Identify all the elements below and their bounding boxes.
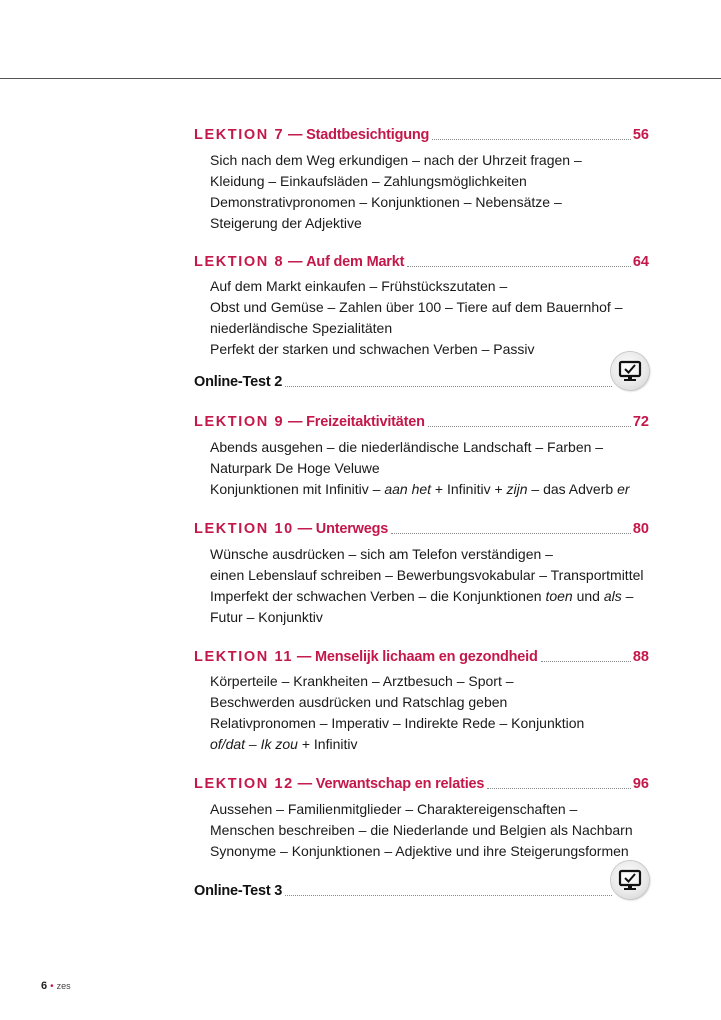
lesson-title: Verwantschap en relaties: [315, 776, 485, 792]
topic-line: [210, 586, 650, 607]
lesson-label: LEKTION 7: [194, 127, 285, 143]
page-number: 96: [632, 776, 649, 792]
toc-entry-lektion-9[interactable]: [194, 411, 649, 431]
text-segment: + Infinitiv: [297, 736, 358, 752]
topic-line: Sich nach dem Weg erkundigen – nach der Uhrzeit fragen –: [210, 152, 582, 168]
topic-line: Obst und Gemüse – Zahlen über 100 – Tiere auf dem Bauernhof –: [210, 299, 623, 315]
dash: —: [296, 649, 312, 665]
monitor-icon: [617, 358, 643, 384]
text-segment: Imperfekt der schwachen Verben – die Konjunktionen: [210, 588, 546, 604]
page-footer: [41, 980, 71, 992]
page-number: 56: [632, 127, 649, 143]
italic-term: er: [617, 481, 630, 497]
topic-line: Wünsche ausdrücken – sich am Telefon verständigen –: [210, 546, 553, 562]
lesson-title: Unterwegs: [315, 521, 389, 537]
italic-term: aan het: [384, 481, 432, 497]
text-segment: – das Adverb: [527, 481, 618, 497]
topic-line: Synonyme – Konjunktionen – Adjektive und ihre Steigerungsformen: [210, 843, 629, 859]
lesson-title: Menselijk lichaam en gezondheid: [315, 649, 538, 665]
dash: —: [287, 254, 303, 270]
lesson-topics: [210, 437, 650, 500]
leader-dots: [407, 265, 631, 267]
topic-line: Futur – Konjunktiv: [210, 609, 323, 625]
lesson-topics: [210, 799, 650, 862]
text-segment: + Infinitiv +: [431, 481, 507, 497]
topic-line: Aussehen – Familienmitglieder – Charaktereigenschaften –: [210, 801, 578, 817]
computer-checkmark-icon[interactable]: [611, 352, 649, 390]
topic-line: Demonstrativpronomen – Konjunktionen – Nebensätze –: [210, 194, 562, 210]
lesson-title: Stadtbesichtigung: [306, 127, 430, 143]
dash: —: [287, 414, 303, 430]
online-test-label: Online-Test 2: [194, 374, 283, 390]
computer-checkmark-icon[interactable]: [611, 861, 649, 899]
monitor-icon: [617, 867, 643, 893]
toc-entry-lektion-11[interactable]: [194, 646, 649, 666]
footer-bullet: •: [50, 981, 54, 992]
text-segment: –: [621, 588, 634, 604]
topic-line: Steigerung der Adjektive: [210, 215, 362, 231]
topic-line: [210, 734, 650, 755]
dash: —: [297, 776, 312, 792]
lesson-topics: [210, 276, 650, 360]
page-number: 80: [632, 521, 649, 537]
dash: —: [297, 521, 312, 537]
topic-line: niederländische Spezialitäten: [210, 320, 393, 336]
lesson-title: Auf dem Markt: [306, 254, 405, 270]
topic-line: Naturpark De Hoge Veluwe: [210, 460, 380, 476]
leader-dots: [428, 425, 631, 427]
italic-term: toen: [545, 588, 573, 604]
topic-line: Auf dem Markt einkaufen – Frühstückszutaten –: [210, 278, 508, 294]
toc-entry-lektion-10[interactable]: [194, 518, 649, 538]
italic-term: als: [603, 588, 622, 604]
topic-line: Perfekt der starken und schwachen Verben – Passiv: [210, 341, 535, 357]
leader-dots: [432, 138, 631, 140]
lesson-label: LEKTION 8: [194, 254, 285, 270]
lesson-label: LEKTION 9: [194, 414, 285, 430]
lesson-topics: [210, 544, 650, 628]
leader-dots: [391, 532, 631, 534]
top-rule: [0, 78, 721, 79]
topic-line: einen Lebenslauf schreiben – Bewerbungsvokabular – Transportmittel: [210, 567, 644, 583]
toc-entry-lektion-7[interactable]: [194, 124, 649, 144]
leader-dots: [541, 660, 631, 662]
leader-dots: [487, 787, 631, 789]
topic-line: Abends ausgehen – die niederländische Landschaft – Farben –: [210, 439, 604, 455]
lesson-title: Freizeitaktivitäten: [306, 414, 425, 430]
page-number: 64: [632, 254, 649, 270]
topic-line: Relativpronomen – Imperativ – Indirekte Rede – Konjunktion: [210, 715, 585, 731]
topic-line: Menschen beschreiben – die Niederlande und Belgien als Nachbarn: [210, 822, 633, 838]
lesson-topics: [210, 671, 650, 755]
page-number: 88: [632, 649, 649, 665]
lesson-label: LEKTION 11: [194, 649, 293, 665]
lesson-topics: [210, 150, 650, 234]
italic-term: zijn: [506, 481, 528, 497]
topic-line: Beschwerden ausdrücken und Ratschlag geben: [210, 694, 508, 710]
page-number: 72: [632, 414, 649, 430]
toc-entry-online-test-2[interactable]: [194, 371, 612, 391]
online-test-label: Online-Test 3: [194, 883, 283, 899]
text-segment: und: [572, 588, 604, 604]
italic-term: of/dat – Ik zou: [210, 736, 298, 752]
lesson-label: LEKTION 12: [194, 776, 294, 792]
toc-entry-online-test-3[interactable]: [194, 880, 612, 900]
leader-dots: [285, 894, 612, 896]
leader-dots: [285, 385, 612, 387]
footer-page-number: 6: [41, 980, 48, 992]
text-segment: Konjunktionen mit Infinitiv –: [210, 481, 385, 497]
toc-entry-lektion-8[interactable]: [194, 251, 649, 271]
topic-line: Körperteile – Krankheiten – Arztbesuch – Sport –: [210, 673, 514, 689]
lesson-label: LEKTION 10: [194, 521, 294, 537]
toc-entry-lektion-12[interactable]: [194, 773, 649, 793]
footer-page-word: zes: [56, 981, 71, 991]
dash: —: [287, 127, 303, 143]
topic-line: [210, 479, 650, 500]
topic-line: Kleidung – Einkaufsläden – Zahlungsmöglichkeiten: [210, 173, 527, 189]
